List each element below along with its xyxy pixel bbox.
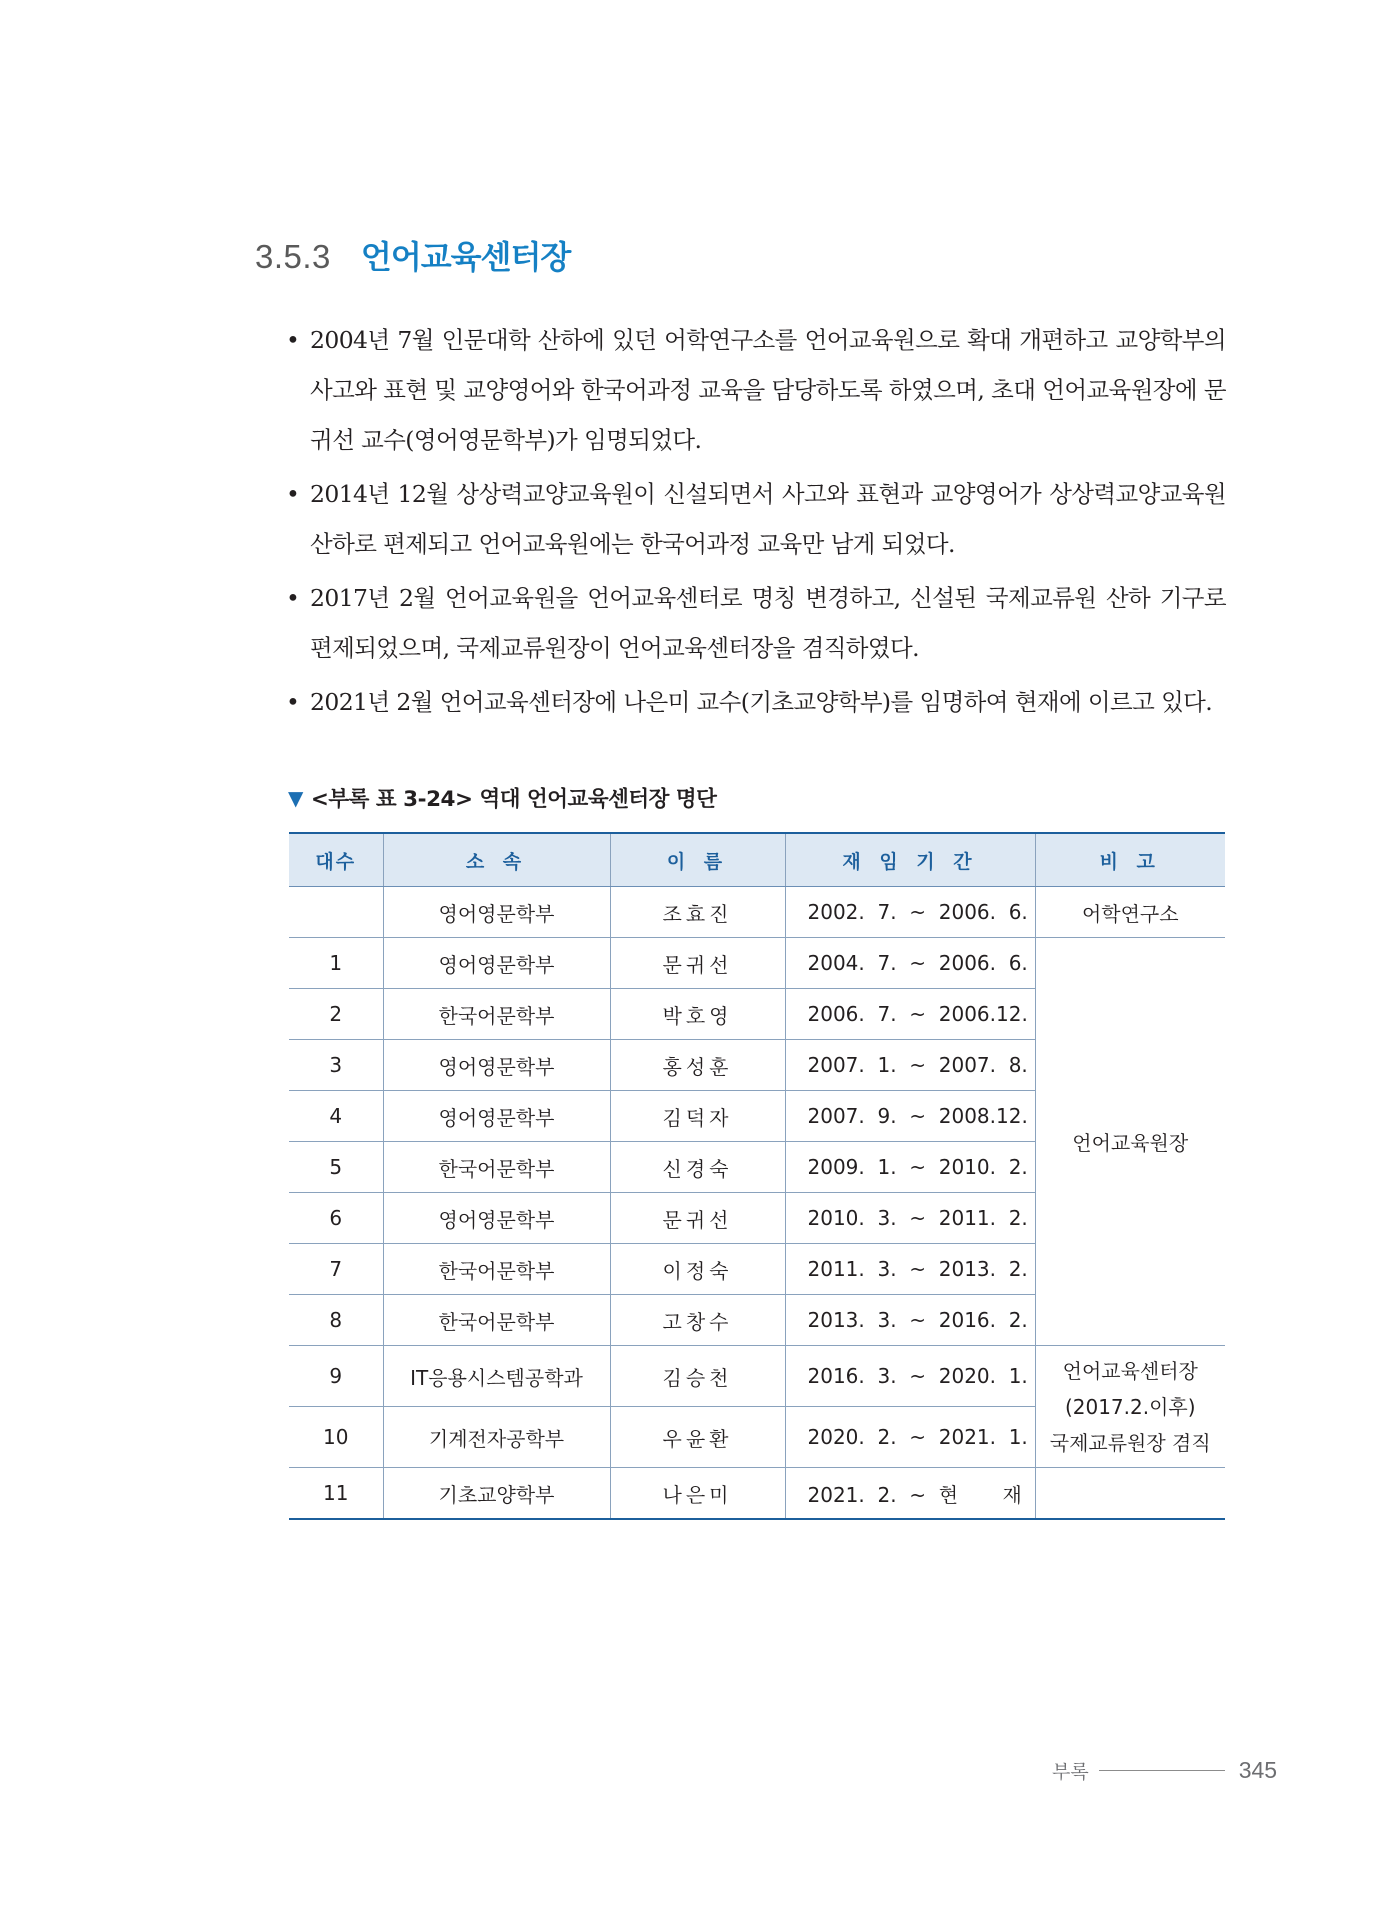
header-no: 대수 bbox=[289, 833, 383, 887]
cell-name: 우윤환 bbox=[610, 1407, 785, 1468]
cell-name: 김승천 bbox=[610, 1346, 785, 1407]
cell-no: 7 bbox=[289, 1244, 383, 1295]
bullet-item: • 2017년 2월 언어교육원을 언어교육센터로 명칭 변경하고, 신설된 국제교류원 산하 기구로 편제되었으며, 국제교류원장이 언어교육센터장을 겸직하였다. bbox=[286, 573, 1226, 673]
cell-no: 9 bbox=[289, 1346, 383, 1407]
page-footer bbox=[1052, 1757, 1277, 1784]
footer-rule bbox=[1099, 1770, 1225, 1771]
table-header-row bbox=[289, 833, 1225, 887]
section-heading bbox=[255, 232, 570, 278]
cell-name: 조효진 bbox=[610, 887, 785, 938]
cell-period: 2011. 3. ~ 2013. 2. bbox=[785, 1244, 1035, 1295]
cell-no: 10 bbox=[289, 1407, 383, 1468]
remark-line: (2017.2.이후) bbox=[1064, 1394, 1196, 1419]
cell-dept: 한국어문학부 bbox=[383, 1244, 610, 1295]
remark-line: 국제교류원장 겸직 bbox=[1049, 1430, 1211, 1455]
header-name: 이 름 bbox=[610, 833, 785, 887]
cell-dept: 영어영문학부 bbox=[383, 1040, 610, 1091]
cell-name: 문귀선 bbox=[610, 1193, 785, 1244]
cell-name: 문귀선 bbox=[610, 938, 785, 989]
bullet-item: • 2004년 7월 인문대학 산하에 있던 어학연구소를 언어교육원으로 확대 개편하고 교양학부의 사고와 표현 및 교양영어와 한국어과정 교육을 담당하도록 하였으며, 초대 언어교육원장에 문귀선 교수(영어영문학부)가 임명되었다. bbox=[286, 315, 1226, 465]
cell-no: 4 bbox=[289, 1091, 383, 1142]
cell-remark: 어학연구소 bbox=[1035, 887, 1225, 938]
cell-remark bbox=[1035, 1468, 1225, 1520]
cell-dept: 영어영문학부 bbox=[383, 1193, 610, 1244]
cell-no: 6 bbox=[289, 1193, 383, 1244]
director-roster-table bbox=[289, 832, 1225, 1520]
bullet-list bbox=[286, 315, 1226, 731]
cell-no: 5 bbox=[289, 1142, 383, 1193]
cell-dept: 영어영문학부 bbox=[383, 1091, 610, 1142]
cell-period: 2007. 9. ~ 2008.12. bbox=[785, 1091, 1035, 1142]
cell-period: 2002. 7. ~ 2006. 6. bbox=[785, 887, 1035, 938]
cell-name: 나은미 bbox=[610, 1468, 785, 1520]
section-title: 언어교육센터장 bbox=[360, 238, 571, 276]
cell-remark bbox=[1035, 1346, 1225, 1468]
triangle-down-icon: ▼ bbox=[288, 785, 303, 810]
table-caption-text: <부록 표 3-24> 역대 언어교육센터장 명단 bbox=[310, 787, 717, 812]
cell-period: 2020. 2. ~ 2021. 1. bbox=[785, 1407, 1035, 1468]
cell-no: 1 bbox=[289, 938, 383, 989]
remark-line: 언어교육센터장 bbox=[1062, 1358, 1198, 1383]
cell-period: 2009. 1. ~ 2010. 2. bbox=[785, 1142, 1035, 1193]
cell-period: 2016. 3. ~ 2020. 1. bbox=[785, 1346, 1035, 1407]
table-row bbox=[289, 938, 1225, 989]
cell-period: 2013. 3. ~ 2016. 2. bbox=[785, 1295, 1035, 1346]
header-period: 재 임 기 간 bbox=[785, 833, 1035, 887]
cell-name: 신경숙 bbox=[610, 1142, 785, 1193]
cell-dept: 한국어문학부 bbox=[383, 1295, 610, 1346]
cell-dept: 한국어문학부 bbox=[383, 1142, 610, 1193]
cell-no: 8 bbox=[289, 1295, 383, 1346]
cell-dept: 기계전자공학부 bbox=[383, 1407, 610, 1468]
cell-dept: 영어영문학부 bbox=[383, 938, 610, 989]
table-row bbox=[289, 1468, 1225, 1520]
header-dept: 소 속 bbox=[383, 833, 610, 887]
page-number: 345 bbox=[1238, 1757, 1278, 1783]
cell-period: 2006. 7. ~ 2006.12. bbox=[785, 989, 1035, 1040]
cell-dept: 한국어문학부 bbox=[383, 989, 610, 1040]
cell-dept: IT응용시스템공학과 bbox=[383, 1346, 610, 1407]
cell-period: 2004. 7. ~ 2006. 6. bbox=[785, 938, 1035, 989]
cell-no: 11 bbox=[289, 1468, 383, 1520]
cell-period: 2007. 1. ~ 2007. 8. bbox=[785, 1040, 1035, 1091]
cell-dept: 영어영문학부 bbox=[383, 887, 610, 938]
cell-name: 이정숙 bbox=[610, 1244, 785, 1295]
bullet-item: • 2014년 12월 상상력교양교육원이 신설되면서 사고와 표현과 교양영어가 상상력교양교육원 산하로 편제되고 언어교육원에는 한국어과정 교육만 남게 되었다. bbox=[286, 469, 1226, 569]
table-row bbox=[289, 887, 1225, 938]
cell-remark: 언어교육원장 bbox=[1035, 938, 1225, 1346]
cell-period: 2010. 3. ~ 2011. 2. bbox=[785, 1193, 1035, 1244]
cell-name: 고창수 bbox=[610, 1295, 785, 1346]
cell-no: 2 bbox=[289, 989, 383, 1040]
cell-period: 2021. 2. ~ 현 재 bbox=[785, 1468, 1035, 1520]
cell-no: 3 bbox=[289, 1040, 383, 1091]
footer-label: 부록 bbox=[1052, 1761, 1089, 1783]
cell-name: 김덕자 bbox=[610, 1091, 785, 1142]
table-caption bbox=[288, 782, 716, 813]
cell-name: 홍성훈 bbox=[610, 1040, 785, 1091]
section-number: 3.5.3 bbox=[255, 238, 331, 275]
table-row bbox=[289, 1346, 1225, 1407]
cell-dept: 기초교양학부 bbox=[383, 1468, 610, 1520]
header-remark: 비 고 bbox=[1035, 833, 1225, 887]
bullet-item: • 2021년 2월 언어교육센터장에 나은미 교수(기초교양학부)를 임명하여 현재에 이르고 있다. bbox=[286, 677, 1226, 727]
cell-no bbox=[289, 887, 383, 938]
cell-name: 박호영 bbox=[610, 989, 785, 1040]
